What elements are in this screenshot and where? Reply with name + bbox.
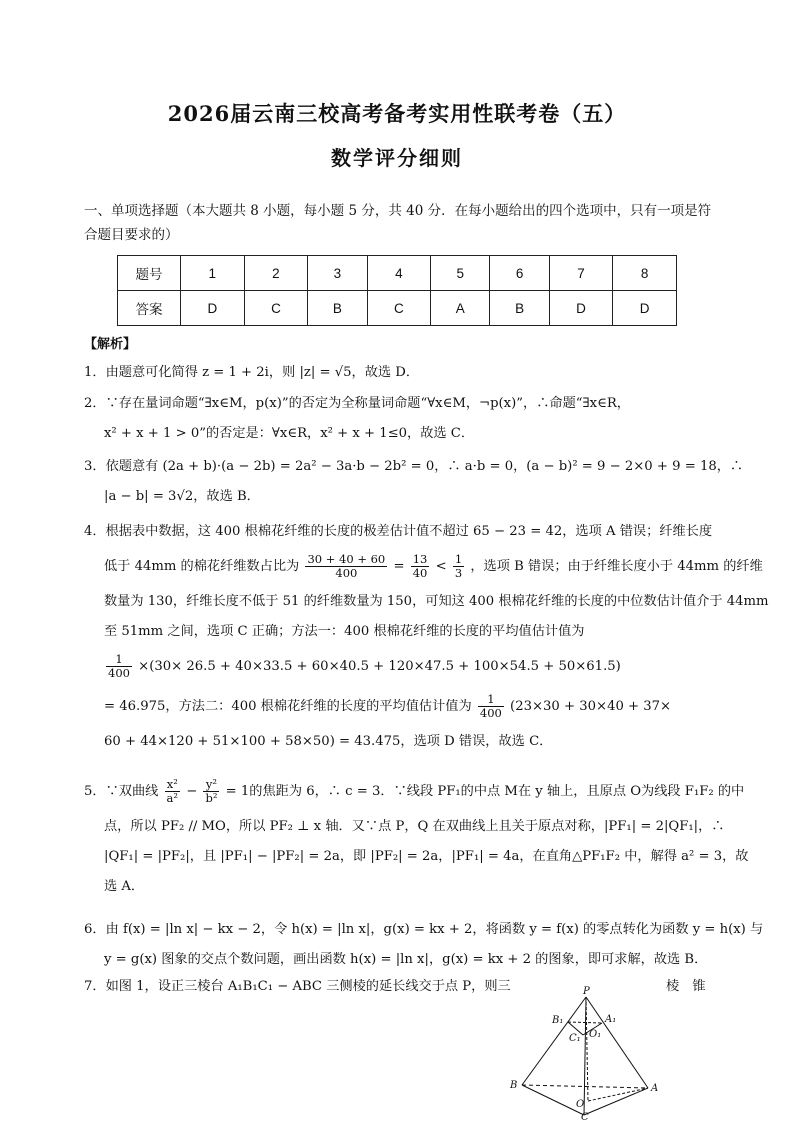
label-p: P <box>583 986 590 997</box>
table-cell: 1 <box>181 256 245 291</box>
solution-item-3 <box>84 452 744 512</box>
fraction-numerator: x² <box>165 778 180 792</box>
solution-line <box>84 772 745 812</box>
text-run: ，选项 B 错误；由于纤维长度小于 44mm 的纤维 <box>470 559 763 574</box>
solution-item-4 <box>84 517 769 757</box>
edge-line <box>522 1085 584 1115</box>
label-c1: C₁ <box>569 1033 581 1044</box>
solution-line: 选 A． <box>104 879 145 894</box>
solution-line: 2．∵存在量词命题“∃x∈M，p(x)”的否定为全称量词命题“∀x∈M，¬p(x)”，∴命题“∃x∈R， <box>84 396 630 411</box>
edge-line <box>584 1088 648 1115</box>
solution-line: 至 51mm 之间，选项 C 正确；方法一：400 根棉花纤维的长度的平均值估计值为 <box>104 624 585 639</box>
label-b: B <box>510 1080 518 1091</box>
page-title: 2026届云南三校高考备考实用性联考卷（五） <box>167 101 627 126</box>
fraction <box>453 553 464 580</box>
solution-line: y = g(x) 图象的交点个数问题，画出函数 h(x) = |ln x|，g(x) = kx + 2 的图象，即可求解，故选 B． <box>104 952 708 967</box>
hidden-edge-line <box>588 1088 648 1101</box>
fraction-denominator: 400 <box>108 666 130 680</box>
fraction-denominator: 400 <box>335 566 358 580</box>
text-run: = <box>393 559 405 574</box>
table-cell: 6 <box>490 256 549 291</box>
solution-line <box>84 647 712 687</box>
edge-line <box>586 997 648 1088</box>
fraction-denominator: b² <box>205 791 218 805</box>
page-subtitle: 数学评分细则 <box>331 146 463 170</box>
text-run: 低于 44mm 的棉花纤维数占比为 <box>104 559 300 574</box>
solution-line: 数量为 130，纤维长度不低于 51 的纤维数量为 150，可知这 400 根棉花纤维的长度的中位数估计值介于 44mm <box>104 594 769 609</box>
fraction-numerator: 1 <box>106 653 132 667</box>
table-header-cell: 答案 <box>118 291 181 326</box>
text-run: (23×30 + 30×40 + 37× <box>510 699 672 714</box>
fraction <box>305 553 387 580</box>
solution-item-1 <box>84 358 712 388</box>
label-a1: A₁ <box>605 1014 617 1025</box>
solution-line <box>84 547 763 587</box>
table-cell: C <box>244 291 308 326</box>
fraction-denominator: a² <box>166 791 178 805</box>
fraction <box>478 693 504 720</box>
table-cell: D <box>181 291 245 326</box>
fraction-denominator: 3 <box>454 566 463 580</box>
table-cell: 7 <box>549 256 613 291</box>
solution-line: 点，所以 PF₂ // MO，所以 PF₂ ⊥ x 轴．又∵点 P，Q 在双曲线上且关于原点对称，|PF₁| = 2|QF₁|，∴ <box>104 819 725 834</box>
table-cell: A <box>431 291 490 326</box>
table-cell: C <box>367 291 431 326</box>
text-run: 5．∵双曲线 <box>84 784 159 799</box>
fraction <box>106 653 132 680</box>
label-b1: B₁ <box>552 1015 564 1026</box>
solution-line: |a − b| = 3√2，故选 B． <box>104 489 260 504</box>
table-cell: 3 <box>308 256 367 291</box>
analysis-label: 【解析】 <box>84 337 137 352</box>
label-c: C <box>581 1112 589 1121</box>
solution-line: 3．依题意有 (2a + b)·(a − 2b) = 2a² − 3a·b − 2b² = 0，∴ a·b = 0，(a − b)² = 9 − 2×0 + 9 = 18，∴ <box>84 459 744 474</box>
table-cell: 8 <box>613 256 677 291</box>
fraction-numerator: 30 + 40 + 60 <box>307 552 386 566</box>
pyramid-figure <box>500 985 670 1121</box>
table-cell: D <box>613 291 677 326</box>
text-run: 棱 锥 <box>666 979 706 994</box>
solution-line: 60 + 44×120 + 51×100 + 58×50) = 43.475，选项 D 错误，故选 C． <box>104 734 553 749</box>
table-row <box>118 256 677 291</box>
fraction <box>165 778 180 805</box>
hidden-edge-line <box>568 1022 602 1023</box>
fraction-numerator: 1 <box>454 552 463 566</box>
label-o: O <box>576 1099 585 1110</box>
text-run: = 1的焦距为 6，∴ c = 3．∵线段 PF₁的中点 M在 y 轴上，且原点 O为线段 F₁F₂ 的中 <box>225 784 745 799</box>
table-cell: 5 <box>431 256 490 291</box>
solution-line: 6．由 f(x) = |ln x| − kx − 2，令 h(x) = |ln x|，g(x) = kx + 2，将函数 y = f(x) 的零点转化为函数 y = h(x) 与 <box>84 922 764 937</box>
text-run: − <box>186 784 198 799</box>
fraction <box>203 778 219 805</box>
solution-line: 4．根据表中数据，这 400 根棉花纤维的长度的极差估计值不超过 65 − 23 = 42，选项 A 错误；纤维长度 <box>84 524 712 539</box>
solution-line: |QF₁| = |PF₂|，且 |PF₁| − |PF₂| = 2a，即 |PF₂| = 2a，|PF₁| = 4a，在直角△PF₁F₂ 中，解得 a² = 3，故 <box>104 849 749 864</box>
table-cell: B <box>490 291 549 326</box>
fraction <box>411 553 430 580</box>
table-cell: B <box>308 291 367 326</box>
text-run: ×(30× 26.5 + 40×33.5 + 60×40.5 + 120×47.5 + 100×54.5 + 50×61.5) <box>138 659 621 674</box>
solution-item-5 <box>84 772 749 902</box>
table-header-cell: 题号 <box>118 256 181 291</box>
edge-line <box>584 997 586 1115</box>
solution-line <box>84 687 712 727</box>
text-run: = 46.975，方法二：400 根棉花纤维的长度的平均值估计值为 <box>104 699 472 714</box>
fraction-numerator: 1 <box>478 693 504 707</box>
height-line <box>586 997 588 1101</box>
fraction-numerator: 13 <box>412 552 428 566</box>
table-cell: D <box>549 291 613 326</box>
label-a: A <box>651 1083 659 1094</box>
solution-item-2 <box>84 389 712 449</box>
table-cell: 2 <box>244 256 308 291</box>
answer-table <box>117 255 677 326</box>
solution-line: x² + x + 1 > 0”的否定是：∀x∈R，x² + x + 1≤0，故选 C． <box>104 426 475 441</box>
section-heading: 一、单项选择题（本大题共 8 小题，每小题 5 分，共 40 分．在每小题给出的四个选项中，只有一项是符合题目要求的） <box>84 203 712 243</box>
text-run: < <box>435 559 447 574</box>
table-cell: 4 <box>367 256 431 291</box>
table-row <box>118 291 677 326</box>
solution-line: 1．由题意可化简得 z = 1 + 2i，则 |z| = √5，故选 D． <box>84 365 420 380</box>
label-o1: O₁ <box>589 1029 602 1040</box>
text-run: 7．如图 1，设正三棱台 A₁B₁C₁ − ABC 三侧棱的延长线交于点 P，则三 <box>84 979 511 994</box>
fraction-numerator: y² <box>203 778 219 792</box>
fraction-denominator: 400 <box>479 706 502 720</box>
solution-item-6 <box>84 915 764 975</box>
fraction-denominator: 40 <box>412 566 428 580</box>
